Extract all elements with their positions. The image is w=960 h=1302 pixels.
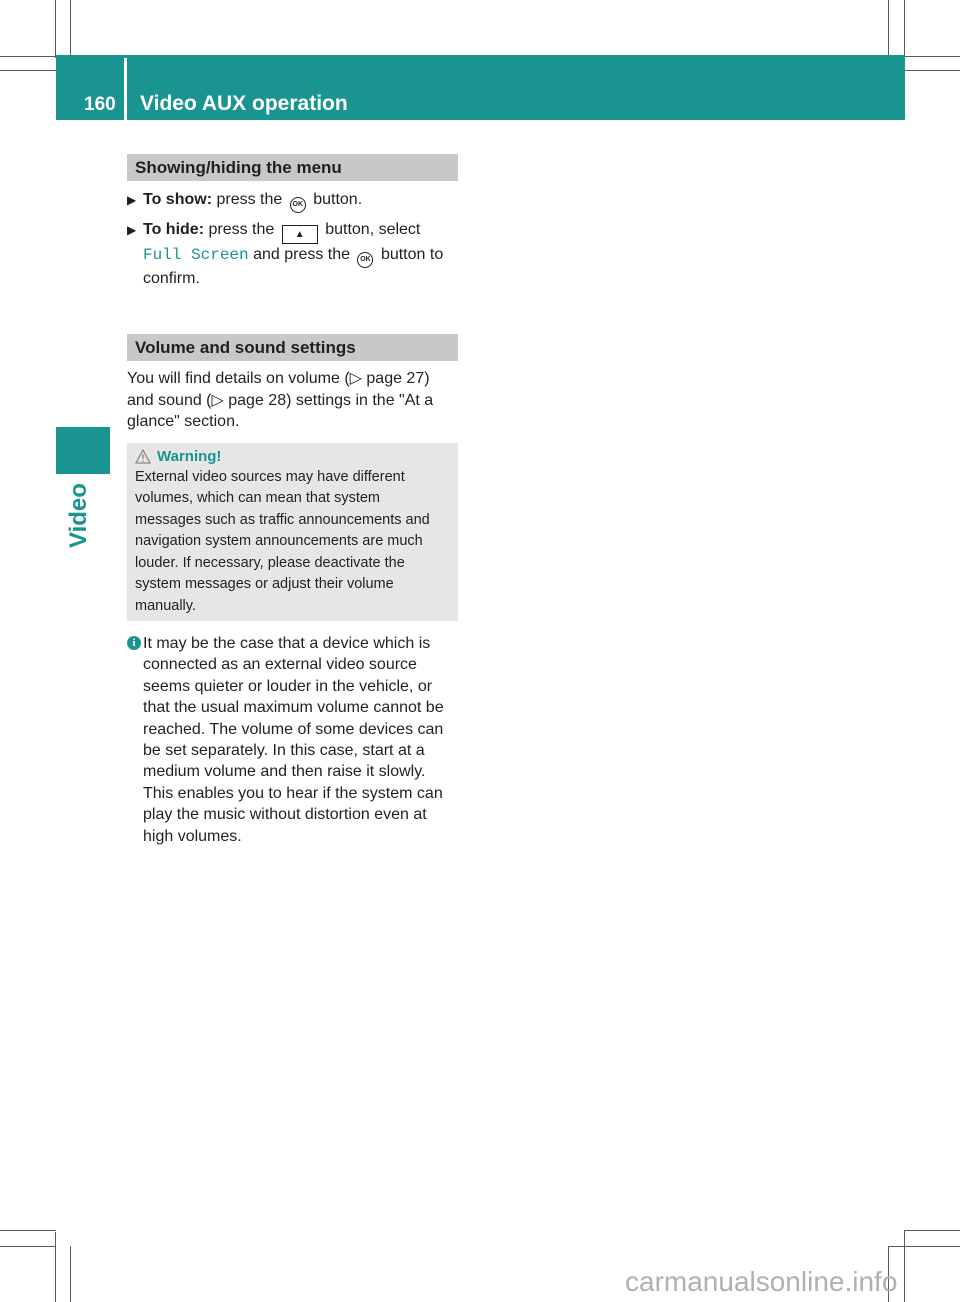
section-heading-menu: Showing/hiding the menu <box>127 154 458 181</box>
crop-mark <box>0 56 58 57</box>
arrow-right-icon: ▶ <box>127 223 137 237</box>
section-heading-volume: Volume and sound settings <box>127 334 458 361</box>
instruction-show: ▶ To show: press the OK button. <box>127 189 458 213</box>
watermark: carmanualsonline.info <box>625 1266 898 1297</box>
instruction-hide: ▶ To hide: press the ▲ button, select Full Screen and press the OK button to confirm. <box>127 221 444 287</box>
warning-triangle-icon <box>135 449 151 464</box>
ok-button-icon: OK <box>357 252 373 268</box>
page-number: 160 <box>84 94 116 115</box>
crop-mark <box>55 1232 56 1302</box>
crop-mark <box>55 0 56 58</box>
crop-mark <box>0 1246 56 1247</box>
crop-mark <box>904 1230 960 1231</box>
instruction-label: To show: <box>143 191 213 208</box>
warning-text: External video sources may have different volumes, which can mean that system messages such as traffic announcements and navigation system announcements are much louder. If necessary, please deactivate the system messages or adjust their volume manually. <box>135 468 430 614</box>
crop-mark <box>904 0 905 58</box>
crop-mark <box>0 70 58 71</box>
page-title: Video AUX operation <box>140 92 348 115</box>
crop-mark <box>904 1230 905 1302</box>
up-arrow-key-icon: ▲ <box>282 225 318 244</box>
crop-mark <box>0 1230 56 1231</box>
warning-title: Warning! <box>135 447 450 467</box>
menu-option: Full Screen <box>143 246 249 264</box>
instruction-label: To hide: <box>143 221 205 238</box>
chapter-label: Video <box>65 483 92 548</box>
crop-mark <box>902 56 960 57</box>
arrow-right-icon: ▶ <box>127 193 137 207</box>
crop-mark <box>888 1246 960 1247</box>
content-column <box>127 154 458 847</box>
volume-intro: You will find details on volume (▷ page 27) and sound (▷ page 28) settings in the "At a glance" section. <box>127 370 434 430</box>
chapter-tab <box>56 427 110 474</box>
ok-button-icon: OK <box>290 197 306 213</box>
crop-mark <box>70 1246 71 1302</box>
info-icon: i <box>127 636 141 650</box>
warning-box <box>127 443 458 622</box>
crop-mark <box>70 0 71 58</box>
header-divider <box>124 58 127 120</box>
crop-mark <box>902 70 960 71</box>
info-note: i It may be the case that a device which is connected as an external video source seems quieter or louder in the vehicle, or that the usual maximum volume cannot be reached. The volume of some devices can be set separately. In this case, start at a medium volume and then raise it slowly. This enables you to hear if the system can play the music without distortion even at high volumes. <box>127 633 458 847</box>
crop-mark <box>888 0 889 58</box>
